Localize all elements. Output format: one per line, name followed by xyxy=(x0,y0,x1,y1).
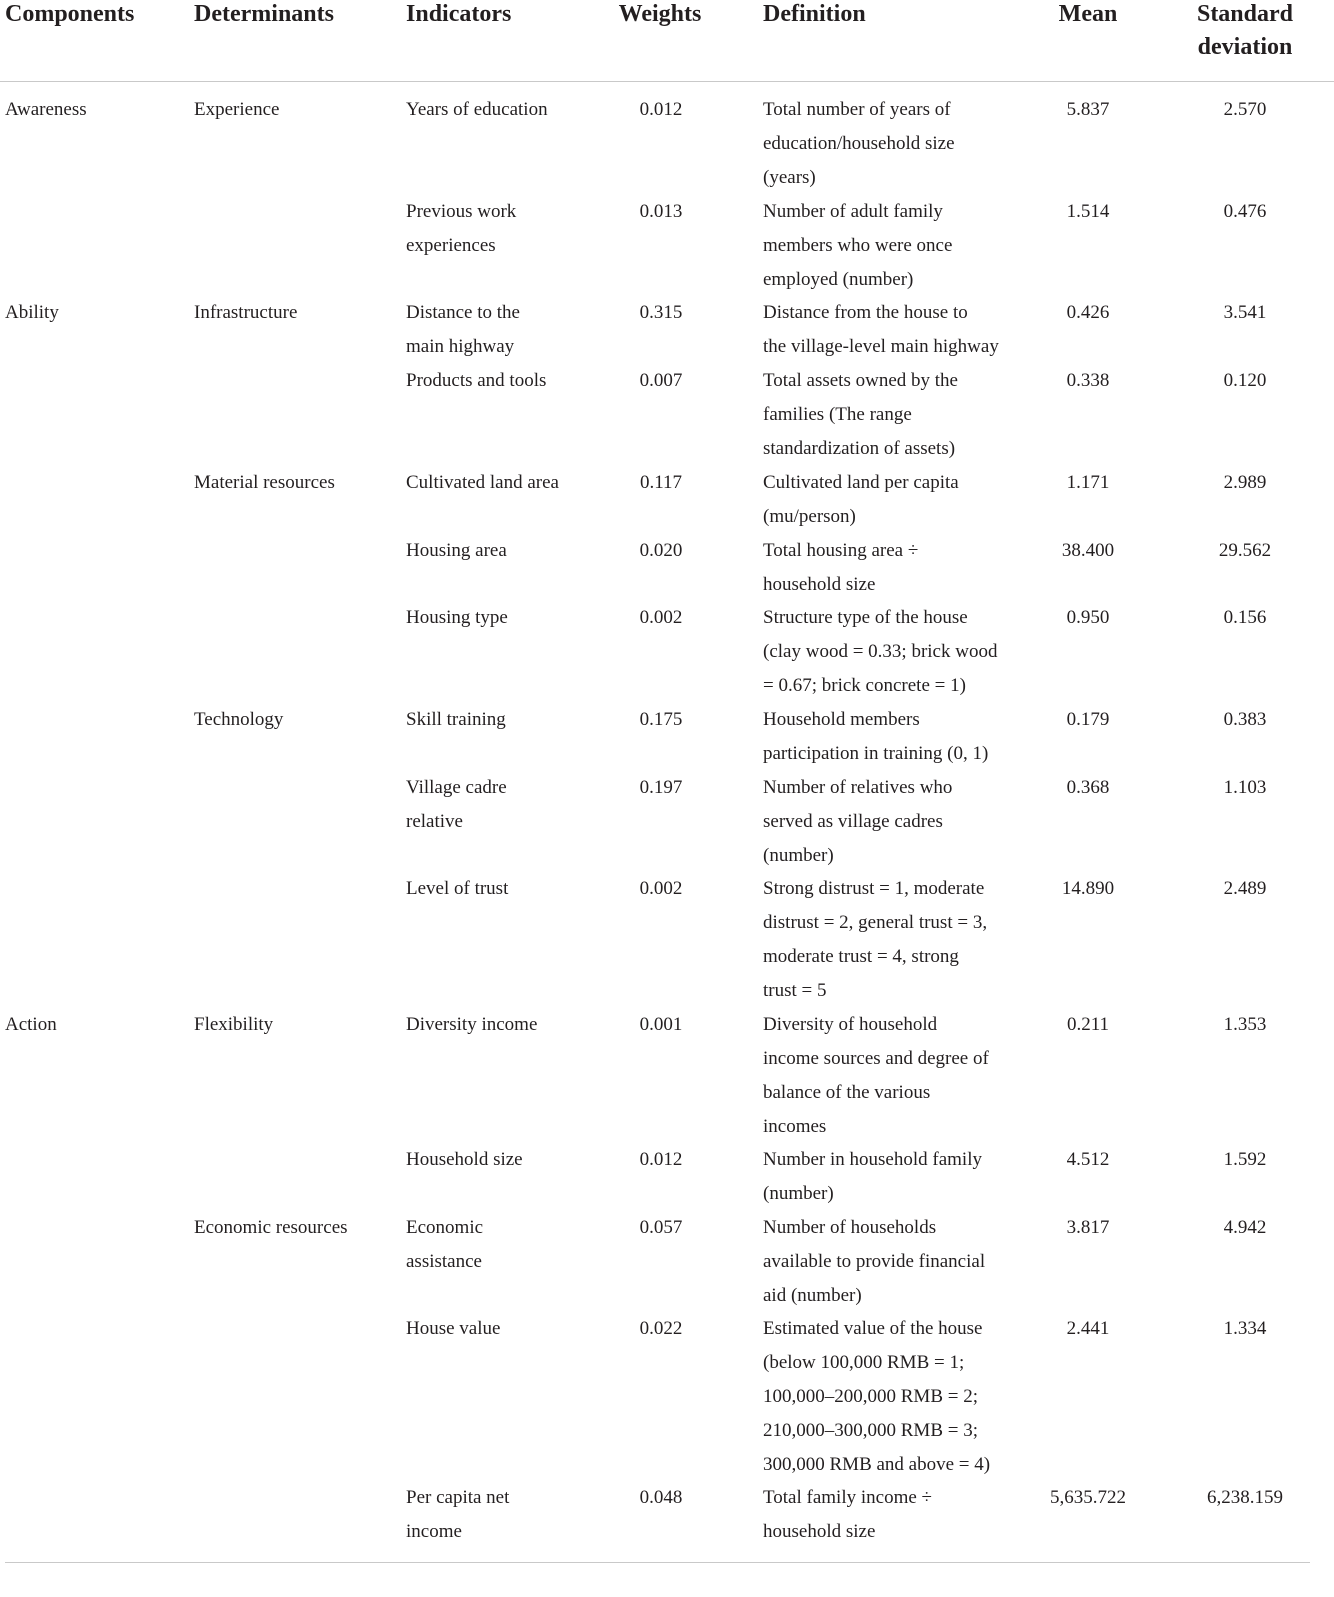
definition-cell-line: (mu/person) xyxy=(763,506,856,527)
definition-cell-line: (below 100,000 RMB = 1; xyxy=(763,1352,965,1373)
mean-cell: 0.338 xyxy=(1066,370,1110,391)
header-determinants: Determinants xyxy=(194,1,334,27)
definition-cell-line: distrust = 2, general trust = 3, xyxy=(763,912,988,933)
sd-cell: 3.541 xyxy=(1223,302,1267,323)
indicator-cell xyxy=(406,93,548,127)
indicator-cell-line: Years of education xyxy=(406,99,548,120)
mean-cell: 4.512 xyxy=(1066,1149,1110,1170)
weight-cell: 0.012 xyxy=(639,1149,683,1170)
component-cell: Ability xyxy=(5,302,59,323)
definition-cell-line: Total family income ÷ xyxy=(763,1487,932,1508)
indicator-cell xyxy=(406,296,520,364)
weight-cell: 0.013 xyxy=(639,201,683,222)
indicator-cell-line: Household size xyxy=(406,1149,523,1170)
definition-cell xyxy=(763,1481,932,1549)
indicator-cell xyxy=(406,771,507,839)
definition-cell xyxy=(763,364,958,466)
definition-cell-line: standardization of assets) xyxy=(763,438,956,459)
indicator-cell xyxy=(406,601,508,635)
mean-cell: 5.837 xyxy=(1066,99,1110,120)
definition-cell-line: household size xyxy=(763,574,876,595)
indicator-cell-line: assistance xyxy=(406,1251,482,1272)
indicator-cell-line: Diversity income xyxy=(406,1014,538,1035)
indicator-cell xyxy=(406,703,506,737)
mean-cell: 1.514 xyxy=(1066,201,1110,222)
definition-cell-line: Distance from the house to xyxy=(763,302,968,323)
mean-cell: 0.368 xyxy=(1066,777,1110,798)
header-weights: Weights xyxy=(618,1,702,27)
sd-cell: 0.383 xyxy=(1223,709,1267,730)
table-header xyxy=(0,0,1334,82)
definition-cell xyxy=(763,771,952,873)
indicator-cell-line: Per capita net xyxy=(406,1487,510,1508)
indicator-cell-line: Economic xyxy=(406,1217,484,1238)
indicator-cell xyxy=(406,1481,509,1549)
bottom-rule xyxy=(5,1562,1310,1563)
sd-cell: 4.942 xyxy=(1223,1217,1267,1238)
definition-cell-line: trust = 5 xyxy=(763,980,827,1001)
sd-cell: 1.334 xyxy=(1223,1318,1267,1339)
indicator-cell-line: experiences xyxy=(406,235,496,256)
indicator-cell-line: Housing type xyxy=(406,607,508,628)
definition-cell xyxy=(763,1008,989,1144)
definition-cell-line: employed (number) xyxy=(763,269,914,290)
definition-cell-line: Total number of years of xyxy=(763,99,951,120)
definition-cell-line: (years) xyxy=(763,167,816,188)
definition-cell xyxy=(763,534,918,602)
indicator-cell-line: Level of trust xyxy=(406,878,509,899)
definition-cell-line: 100,000–200,000 RMB = 2; xyxy=(763,1386,978,1407)
definition-cell-line: (number) xyxy=(763,1183,834,1204)
sd-cell: 2.489 xyxy=(1223,878,1267,899)
header-mean: Mean xyxy=(1058,1,1118,27)
sd-cell: 1.353 xyxy=(1223,1014,1267,1035)
indicator-cell xyxy=(406,364,546,398)
mean-cell: 0.426 xyxy=(1066,302,1110,323)
definition-cell xyxy=(763,466,959,534)
mean-cell: 38.400 xyxy=(1061,540,1115,561)
indicator-cell xyxy=(406,1143,523,1177)
indicator-cell xyxy=(406,466,559,500)
weight-cell: 0.175 xyxy=(639,709,683,730)
mean-cell: 0.211 xyxy=(1066,1014,1110,1035)
definition-cell xyxy=(763,1312,990,1482)
definition-cell-line: Strong distrust = 1, moderate xyxy=(763,878,985,899)
determinant-cell: Material resources xyxy=(194,472,335,493)
sd-cell: 1.103 xyxy=(1223,777,1267,798)
indicator-cell-line: Village cadre xyxy=(406,777,507,798)
weight-cell: 0.020 xyxy=(639,540,683,561)
indicator-cell-line: Previous work xyxy=(406,201,517,222)
definition-cell xyxy=(763,93,955,195)
indicator-cell-line: Distance to the xyxy=(406,302,520,323)
determinant-cell: Economic resources xyxy=(194,1217,348,1238)
indicator-cell xyxy=(406,195,516,263)
determinant-cell: Infrastructure xyxy=(194,302,298,323)
definition-cell-line: household size xyxy=(763,1521,876,1542)
indicator-cell xyxy=(406,872,508,906)
determinant-cell: Flexibility xyxy=(194,1014,274,1035)
weight-cell: 0.315 xyxy=(639,302,683,323)
sd-cell: 29.562 xyxy=(1218,540,1272,561)
definition-cell-line: Estimated value of the house xyxy=(763,1318,983,1339)
definition-cell-line: Total assets owned by the xyxy=(763,370,958,391)
indicator-cell-line: main highway xyxy=(406,336,515,357)
definition-cell-line: Household members xyxy=(763,709,920,730)
definition-cell-line: balance of the various xyxy=(763,1082,931,1103)
mean-cell: 3.817 xyxy=(1066,1217,1110,1238)
definition-cell-line: participation in training (0, 1) xyxy=(763,743,989,764)
weight-cell: 0.048 xyxy=(639,1487,683,1508)
definition-cell-line: Diversity of household xyxy=(763,1014,938,1035)
definition-cell-line: the village-level main highway xyxy=(763,336,999,357)
header-indicators: Indicators xyxy=(406,1,512,27)
weight-cell: 0.002 xyxy=(639,607,683,628)
definition-cell-line: Structure type of the house xyxy=(763,607,968,628)
definition-cell-line: moderate trust = 4, strong xyxy=(763,946,959,967)
definition-cell-line: members who were once xyxy=(763,235,953,256)
definition-cell xyxy=(763,296,999,364)
definition-cell-line: Cultivated land per capita xyxy=(763,472,959,493)
mean-cell: 2.441 xyxy=(1066,1318,1110,1339)
definition-cell-line: education/household size xyxy=(763,133,955,154)
definition-cell xyxy=(763,601,997,703)
sd-cell: 1.592 xyxy=(1223,1149,1267,1170)
determinant-cell: Technology xyxy=(194,709,284,730)
definition-cell-line: served as village cadres xyxy=(763,811,943,832)
weight-cell: 0.012 xyxy=(639,99,683,120)
definition-cell-line: Number of households xyxy=(763,1217,937,1238)
indicator-cell xyxy=(406,1312,500,1346)
indicator-cell-line: House value xyxy=(406,1318,501,1339)
definition-cell-line: 300,000 RMB and above = 4) xyxy=(763,1454,991,1475)
definition-cell-line: available to provide financial xyxy=(763,1251,986,1272)
definition-cell-line: incomes xyxy=(763,1116,827,1137)
indicator-cell-line: Products and tools xyxy=(406,370,547,391)
component-cell: Awareness xyxy=(5,99,87,120)
indicator-cell-line: relative xyxy=(406,811,463,832)
indicator-cell-line: Cultivated land area xyxy=(406,472,559,493)
definition-cell-line: Number of relatives who xyxy=(763,777,953,798)
indicator-cell-line: income xyxy=(406,1521,462,1542)
weight-cell: 0.197 xyxy=(639,777,683,798)
sd-cell: 0.476 xyxy=(1223,201,1267,222)
sd-cell: 6,238.159 xyxy=(1207,1487,1283,1508)
weight-cell: 0.007 xyxy=(639,370,683,391)
weight-cell: 0.117 xyxy=(639,472,683,493)
sd-cell: 0.120 xyxy=(1223,370,1267,391)
definition-cell-line: 210,000–300,000 RMB = 3; xyxy=(763,1420,978,1441)
definition-cell xyxy=(763,872,987,1008)
mean-cell: 5,635.722 xyxy=(1050,1487,1126,1508)
definition-cell-line: = 0.67; brick concrete = 1) xyxy=(763,675,966,696)
sd-cell: 0.156 xyxy=(1223,607,1267,628)
definition-cell xyxy=(763,1211,985,1313)
mean-cell: 0.179 xyxy=(1066,709,1110,730)
header-components: Components xyxy=(5,1,135,27)
definition-cell xyxy=(763,703,988,771)
sd-cell: 2.570 xyxy=(1223,99,1267,120)
indicator-cell xyxy=(406,1211,483,1279)
mean-cell: 0.950 xyxy=(1066,607,1110,628)
definition-cell-line: income sources and degree of xyxy=(763,1048,989,1069)
header-sd-line2: deviation xyxy=(1197,34,1293,60)
sd-cell: 2.989 xyxy=(1223,472,1267,493)
weight-cell: 0.001 xyxy=(639,1014,683,1035)
definition-cell-line: Total housing area ÷ xyxy=(763,540,919,561)
indicator-cell xyxy=(406,1008,537,1042)
mean-cell: 1.171 xyxy=(1066,472,1110,493)
weight-cell: 0.022 xyxy=(639,1318,683,1339)
definition-cell xyxy=(763,1143,982,1211)
component-cell: Action xyxy=(5,1014,57,1035)
indicator-cell-line: Housing area xyxy=(406,540,507,561)
definition-cell xyxy=(763,195,952,297)
definition-cell-line: families (The range xyxy=(763,404,912,425)
definition-cell-line: Number of adult family xyxy=(763,201,943,222)
indicator-cell-line: Skill training xyxy=(406,709,506,730)
header-standard-deviation xyxy=(1185,0,1305,64)
definition-cell-line: aid (number) xyxy=(763,1285,862,1306)
weight-cell: 0.057 xyxy=(639,1217,683,1238)
definition-cell-line: (clay wood = 0.33; brick wood xyxy=(763,641,998,662)
mean-cell: 14.890 xyxy=(1061,878,1115,899)
determinant-cell: Experience xyxy=(194,99,280,120)
weight-cell: 0.002 xyxy=(639,878,683,899)
header-sd-line1: Standard xyxy=(1196,1,1294,27)
definition-cell-line: Number in household family xyxy=(763,1149,982,1170)
indicator-cell xyxy=(406,534,507,568)
header-definition: Definition xyxy=(763,1,866,27)
definition-cell-line: (number) xyxy=(763,845,834,866)
